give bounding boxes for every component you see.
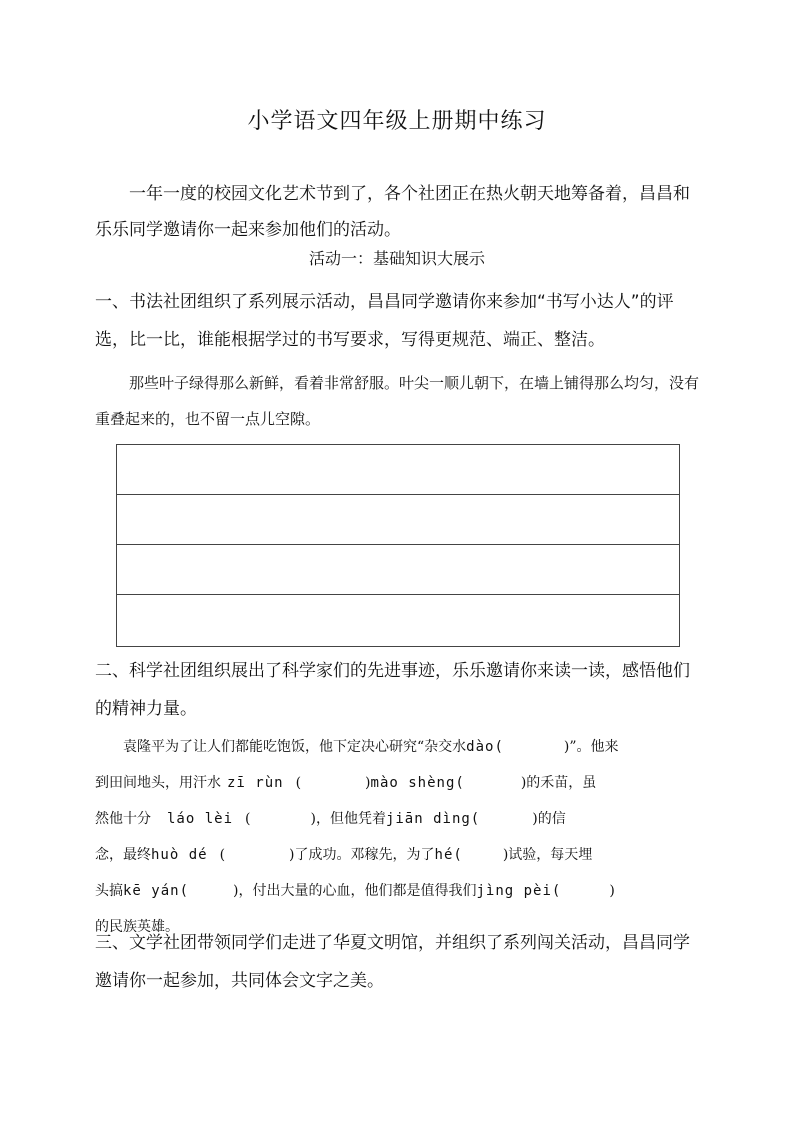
pinyin-text: jiān dìng( [385,811,481,827]
intro-paragraph: 一年一度的校园文化艺术节到了，各个社团正在热火朝天地筹备着，昌昌和乐乐同学邀请你一起来参加他们的活动。 [95,184,690,240]
writing-line[interactable] [117,445,679,495]
passage-line [95,772,705,796]
passage-text: )的禾苗，虽 [520,775,597,791]
passage-text: ) [365,775,371,791]
question-2: 二、科学社团组织展出了科学家们的先进事迹，乐乐邀请你来读一读，感悟他们的精神力量。 [95,661,690,719]
pinyin-text: huò dé [151,847,208,863]
question-2-passage [95,736,705,935]
passage-line [95,880,705,904]
question-3: 三、文学社团带领同学们走进了华夏文明馆，并组织了系列闯关活动，昌昌同学邀请你一起参加，共同体会文字之美。 [95,933,690,991]
pinyin-text: kē yán( [123,883,190,899]
writing-line[interactable] [117,595,679,645]
passage-text: 念，最终 [95,847,151,863]
passage-text: )的信 [532,811,566,827]
passage-line [95,844,705,868]
passage-text: )，付出大量的心血，他们都是值得我们 [233,883,477,899]
pinyin-text: mào shèng( [370,775,465,791]
pinyin-text: láo lèi [167,811,234,827]
passage-text: 到田间地头，用汗水 [95,775,221,791]
writing-lines[interactable] [116,444,680,647]
question-1: 一、书法社团组织了系列展示活动，昌昌同学邀请你来参加“书写小达人”的评选，比一比，谁能根据学过的书写要求，写得更规范、端正、整洁。 [95,292,674,350]
pinyin-text: jìng pèi( [476,883,562,899]
passage-text: 袁隆平为了让人们都能吃饱饭，他下定决心研究“杂交水 [123,739,467,755]
passage-line [95,808,705,832]
pinyin-text: zī rùn [227,775,284,791]
passage-text: ( [295,775,302,791]
passage-text: )试验，每天埋 [502,847,593,863]
pinyin-text: hé( [434,847,463,863]
passage-text: 的民族英雄。 [95,919,179,935]
writing-line[interactable] [117,495,679,545]
passage-text: )了成功。邓稼先，为了 [289,847,435,863]
question-1-passage: 那些叶子绿得那么新鲜，看着非常舒服。叶尖一顺儿朝下，在墙上铺得那么均匀，没有重叠起来的，也不留一点儿空隙。 [95,374,700,428]
passage-text: ( [245,811,251,827]
passage-text: )，但他凭着 [310,811,386,827]
passage-text: 头搞 [95,883,123,899]
page-title: 小学语文四年级上册期中练习 [247,109,547,134]
passage-line [95,736,705,760]
passage-text: ( [219,847,226,863]
passage-text: ) [609,883,615,899]
writing-line[interactable] [117,545,679,595]
activity-heading: 活动一：基础知识大展示 [308,249,485,268]
pinyin-text: dào( [466,739,504,755]
passage-text: 然他十分 [95,811,151,827]
passage-text: )”。他来 [563,739,619,755]
